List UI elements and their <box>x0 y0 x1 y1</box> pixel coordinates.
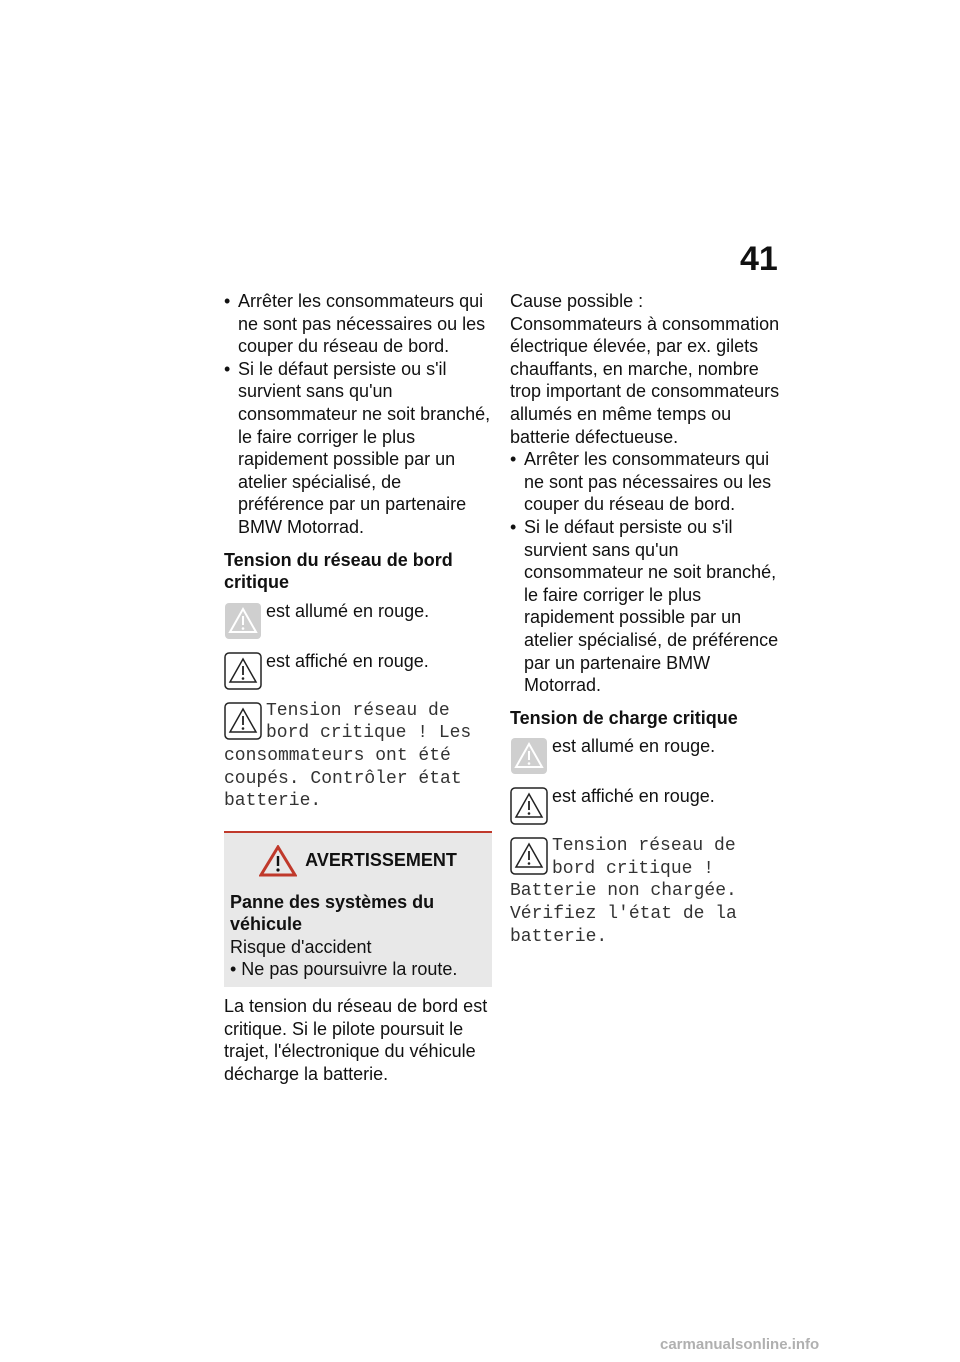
warning-triangle-icon <box>259 845 297 877</box>
display-symbol-text: est affiché en rouge. <box>552 786 715 807</box>
page-number: 41 <box>740 240 778 278</box>
list-item: • Arrêter les consommateurs qui ne sont pas nécessaires ou les couper du réseau de bord. <box>510 448 780 516</box>
warning-display-icon <box>510 787 548 825</box>
warning-lamp-icon <box>224 602 262 640</box>
right-column <box>510 290 780 948</box>
warning-title: Panne des systèmes du véhicule <box>230 891 435 935</box>
display-symbol-row <box>224 650 492 694</box>
warning-label: AVERTISSEMENT <box>305 850 457 871</box>
display-symbol-row <box>510 785 780 829</box>
cause-paragraph: Cause possible : Consommateurs à consommation électrique élevée, par ex. gilets chauffants, en marche, nombre trop important de consommateurs allumés en même temps ou batterie défectueuse. <box>510 291 780 447</box>
warning-lamp-icon <box>510 737 548 775</box>
list-item: • Si le défaut persiste ou s'il survient sans qu'un consommateur ne soit branché, le faire corriger le plus rapidement possible par un atelier spécialisé, de préférence par un partenaire BMW Motorrad. <box>224 358 492 539</box>
warning-display-icon <box>224 702 262 740</box>
indicator-lamp-row <box>510 735 780 779</box>
display-symbol-text: est affiché en rouge. <box>266 650 429 671</box>
display-message-text: Tension réseau de bord critique ! Les consommateurs ont été coupés. Contrôler état batterie. <box>224 700 472 812</box>
section-heading-voltage: Tension du réseau de bord critique <box>224 549 453 593</box>
warning-header <box>230 845 486 877</box>
warning-action: • Ne pas poursuivre la route. <box>230 959 458 980</box>
warning-box <box>224 831 492 987</box>
warning-display-icon <box>510 837 548 875</box>
indicator-lamp-text: est allumé en rouge. <box>552 736 716 757</box>
list-item: • Si le défaut persiste ou s'il survient sans qu'un consommateur ne soit branché, le faire corriger le plus rapidement possible par un atelier spécialisé, de préférence par un partenaire BMW Motorrad. <box>510 516 780 697</box>
right-bullet-list <box>510 448 780 697</box>
list-item: • Arrêter les consommateurs qui ne sont pas nécessaires ou les couper du réseau de bord. <box>224 290 492 358</box>
display-message <box>224 700 492 813</box>
indicator-lamp-text: est allumé en rouge. <box>266 600 430 621</box>
voltage-paragraph: La tension du réseau de bord est critique. Si le pilote poursuit le trajet, l'électronique du véhicule décharge la batterie. <box>224 996 488 1084</box>
site-watermark: carmanualsonline.info <box>660 1336 820 1353</box>
warning-risk: Risque d'accident <box>230 936 372 957</box>
warning-display-icon <box>224 652 262 690</box>
section-heading-charge: Tension de charge critique <box>510 707 738 728</box>
display-message <box>510 835 780 948</box>
left-column <box>224 290 492 1085</box>
display-message-text: Tension réseau de bord critique ! Batterie non chargée. Vérifiez l'état de la batterie. <box>510 836 737 947</box>
left-bullet-list <box>224 290 492 539</box>
indicator-lamp-row <box>224 600 492 644</box>
